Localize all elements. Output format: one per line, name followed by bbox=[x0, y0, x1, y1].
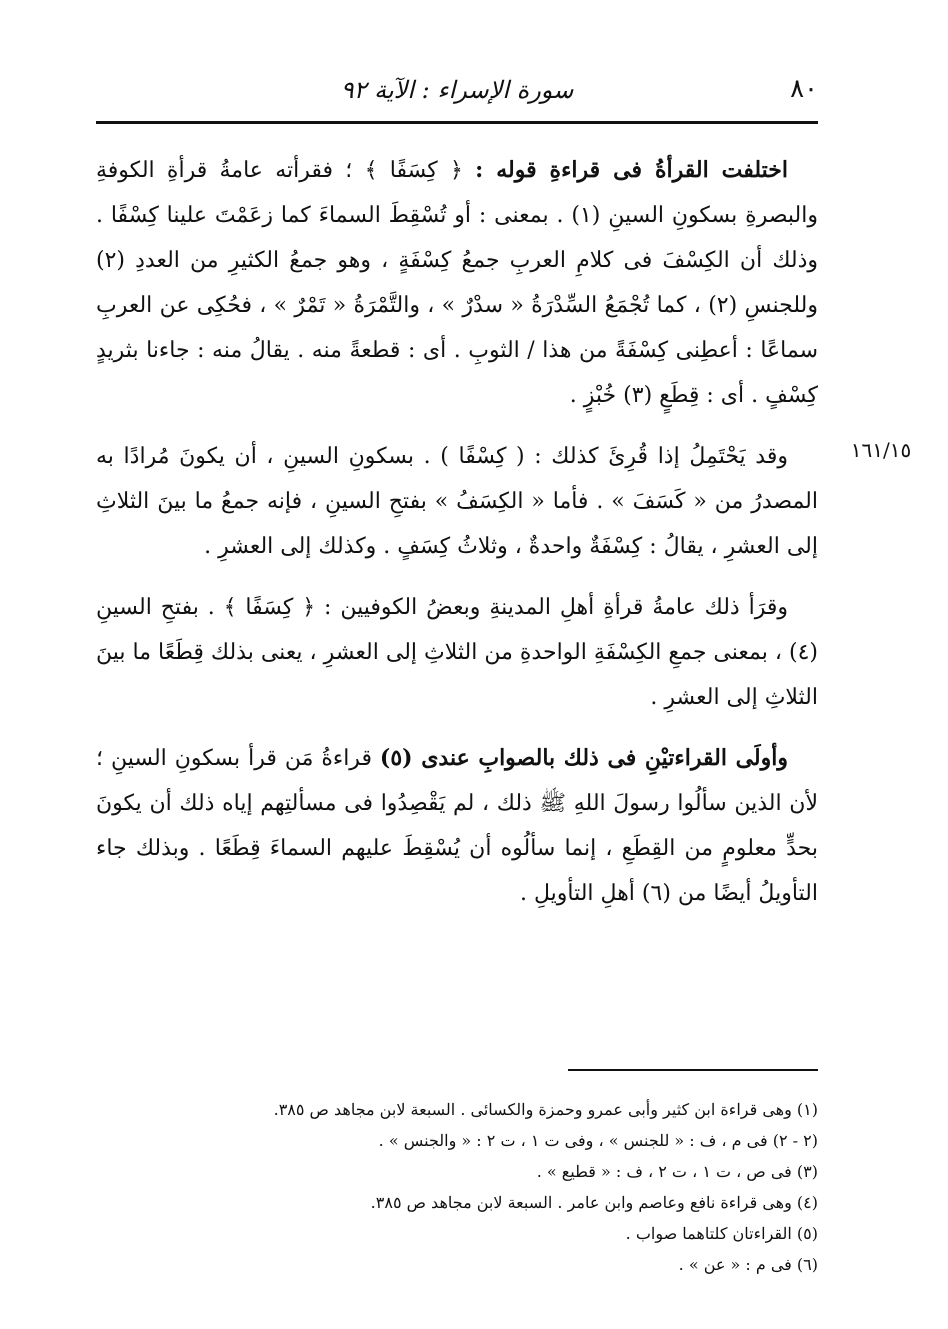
footnotes bbox=[96, 1094, 818, 1280]
paragraph bbox=[96, 736, 818, 916]
paragraph bbox=[96, 434, 818, 569]
paragraph-text: قراءةُ مَن قرأ بسكونِ السينِ ؛ لأن الذين سألُوا رسولَ اللهِ ﷺ ذلك ، لم يَقْصِدُوا فى مسألتِهم إياه ذلك أن يكونَ بحدٍّ معلومٍ من القِطَعِ ، إنما سألُوه أن يُسْقِطَ عليهم السماءَ قِطَعًا . وبذلك جاء التأويلُ أيضًا من (٦) أهلِ التأويلِ . bbox=[96, 746, 818, 906]
page-header bbox=[96, 70, 818, 118]
paragraph-text: وقد يَحْتَمِلُ إذا قُرِئَ كذلك : ( كِسْفًا ) . بسكونِ السينِ ، أن يكونَ مُرادًا به المصدرُ من « كَسَفَ » . فأما « الكِسَفُ » بفتحِ السينِ ، فإنه جمعُ ما بينَ الثلاثِ إلى العشرِ ، يقالُ : كِسْفَةٌ واحدةٌ ، وثلاثُ كِسَفٍ . وكذلك إلى العشرِ . bbox=[96, 444, 818, 559]
footnote: (٥) القراءتان كلتاهما صواب . bbox=[625, 1224, 818, 1243]
paragraph bbox=[96, 148, 818, 418]
margin-reference: ١٦١/١٥ bbox=[850, 438, 912, 462]
paragraph-lead: وأولَى القراءتيْنِ فى ذلك بالصوابِ عندى (٥) bbox=[379, 745, 788, 771]
running-title: سورة الإسراء : الآية ٩٢ bbox=[340, 76, 574, 104]
footnote: (٣) فى ص ، ت ١ ، ت ٢ ، ف : « قطيع » . bbox=[536, 1162, 818, 1181]
footnote: (٢ - ٢) فى م ، ف : « للجنس » ، وفى ت ١ ، ت ٢ : « والجنس » . bbox=[378, 1131, 818, 1150]
paragraph bbox=[96, 585, 818, 720]
page-number: ٨٠ bbox=[790, 74, 818, 104]
main-text bbox=[96, 148, 818, 932]
header-rule bbox=[96, 121, 818, 124]
footnote-separator bbox=[568, 1069, 818, 1071]
footnote: (٤) وهى قراءة نافع وعاصم وابن عامر . السبعة لابن مجاهد ص ٣٨٥. bbox=[370, 1193, 818, 1212]
paragraph-text: وقرَأ ذلك عامةُ قرأةِ أهلِ المدينةِ وبعضُ الكوفيين : ﴿ كِسَفًا ﴾ . بفتحِ السينِ (٤) ، بمعنى جمعِ الكِسْفَةِ الواحدةِ من الثلاثِ إلى العشرِ ، يعنى بذلك قِطَعًا ما بينَ الثلاثِ إلى العشرِ . bbox=[96, 595, 818, 710]
paragraph-text: ﴿ كِسَفًا ﴾ ؛ فقرأته عامةُ قرأةِ الكوفةِ والبصرةِ بسكونِ السينِ (١) . بمعنى : أو تُسْقِطَ السماءَ كما زعَمْتَ علينا كِسْفًا . وذلك أن الكِسْفَ فى كلامِ العربِ جمعُ كِسْفَةٍ ، وهو جمعُ الكثيرِ من العددِ (٢) وللجنسِ (٢) ، كما تُجْمَعُ السِّدْرَةُ « سدْرٌ » ، والتَّمْرَةُ « تَمْرٌ » ، فحُكِى عن العربِ سماعًا : أعطِنى كِسْفَةً من هذا / الثوبِ . أى : قطعةً منه . يقالُ منه : جاءنا بثريدٍ كِسْفٍ . أى : قِطَعٍ (٣) خُبْزٍ . bbox=[96, 158, 818, 408]
paragraph-lead: اختلفت القرأةُ فى قراءةِ قوله : bbox=[475, 157, 788, 183]
footnote: (١) وهى قراءة ابن كثير وأبى عمرو وحمزة والكسائى . السبعة لابن مجاهد ص ٣٨٥. bbox=[273, 1100, 818, 1119]
footnote: (٦) فى م : « عن » . bbox=[678, 1255, 818, 1274]
